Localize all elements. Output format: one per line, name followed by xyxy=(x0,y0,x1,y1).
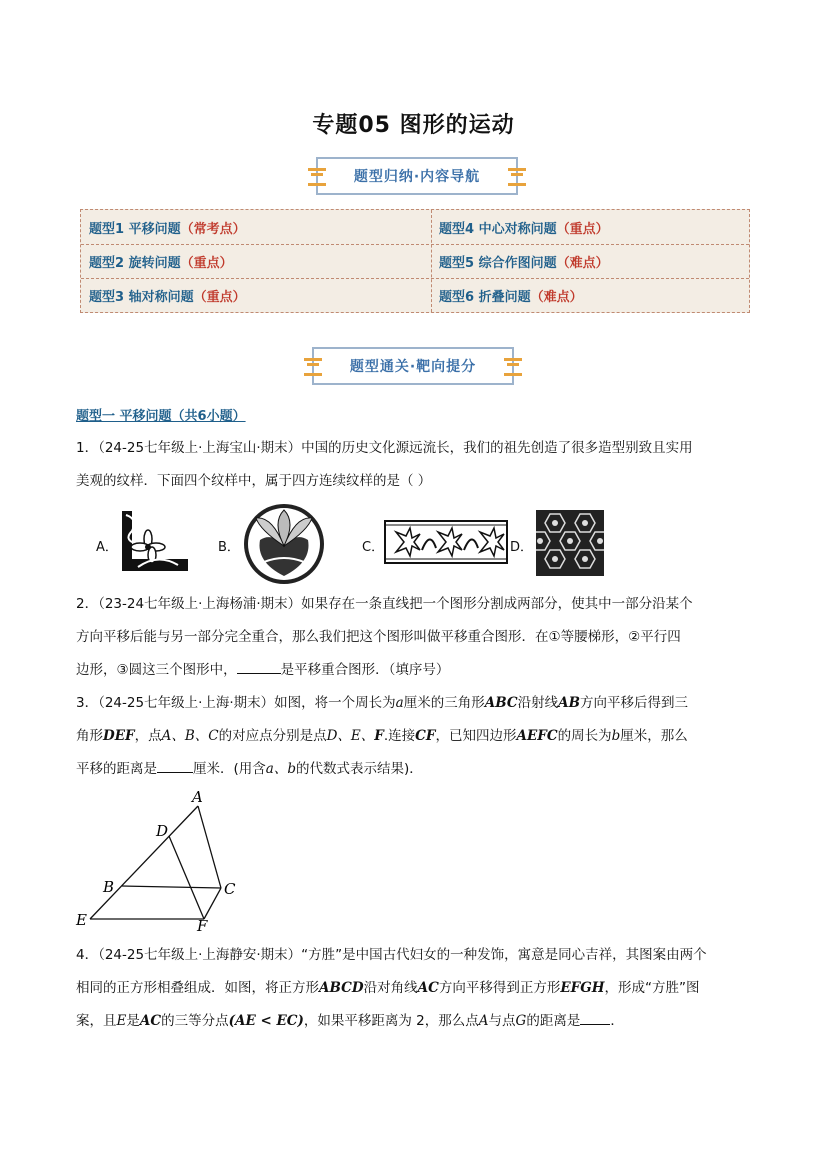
question-3 xyxy=(76,687,756,786)
question-4 xyxy=(76,939,756,1038)
side-BC xyxy=(122,886,221,888)
question-4-line: 4．（24-25七年级上·上海静安·期末）“方胜”是中国古代妇女的一种发饰，寓意是同心吉祥，其图案由两个 xyxy=(76,947,707,963)
point-label-a: A xyxy=(192,788,203,806)
banner-text: 题型归纳·内容导航 xyxy=(353,169,481,185)
option-b-label: B． xyxy=(218,540,240,555)
question-3-line: 平移的距离是 厘米．(用含a、b的代数式表示结果)． xyxy=(76,753,756,786)
banner-right-ornament xyxy=(504,358,522,376)
question-1-line: 美观的纹样．下面四个纹样中，属于四方连续纹样的是（ ） xyxy=(76,473,432,489)
segment-CF xyxy=(204,888,221,919)
banner-right-ornament xyxy=(508,168,526,186)
option-c-label: C． xyxy=(362,540,385,555)
nav-item-type6[interactable]: 题型6 折叠问题 （难点） xyxy=(439,289,583,305)
side-DF xyxy=(169,836,204,919)
question-4-line: 相同的正方形相叠组成．如图，将正方形ABCD沿对角线AC方向平移得到正方形EFGH，形成“方胜”图 xyxy=(76,980,700,996)
banner-text: 题型通关·靶向提分 xyxy=(349,359,477,375)
option-a-label: A． xyxy=(96,540,118,555)
question-4-line: 案，且E是AC的三等分点(AE < EC)，如果平移距离为 2，那么点A与点G的距离是 ． xyxy=(76,1005,756,1038)
nav-item-type5[interactable]: 题型5 综合作图问题 （难点） xyxy=(439,255,609,271)
point-label-f: F xyxy=(197,917,208,933)
nav-item-type3[interactable]: 题型3 轴对称问题 （重点） xyxy=(89,289,246,305)
question-1-line: 1．（24-25七年级上·上海宝山·期末）中国的历史文化源远流长，我们的祖先创造了很多造型别致且实用 xyxy=(76,440,693,456)
question-3-line: 角形DEF，点A、B、C的对应点分别是点D、E、F.连接CF，已知四边形AEFC的周长为b厘米，那么 xyxy=(76,728,688,744)
question-2-line: 方向平移后能与另一部分完全重合，那么我们把这个图形叫做平移重合图形．在①等腰梯形，②平行四 xyxy=(76,629,681,645)
banner-left-ornament xyxy=(304,358,322,376)
nav-item-type1[interactable]: 题型1 平移问题 （常考点） xyxy=(89,221,246,237)
point-label-c: C xyxy=(224,880,236,898)
point-label-d: D xyxy=(156,822,169,840)
banner-content-navigation xyxy=(316,157,518,195)
nav-divider xyxy=(431,210,432,312)
answer-blank[interactable] xyxy=(237,659,281,674)
option-d-label: D． xyxy=(510,540,534,555)
banner-practice xyxy=(312,347,514,385)
answer-blank[interactable] xyxy=(580,1010,610,1025)
question-2-line: 2．（23-24七年级上·上海杨浦·期末）如果存在一条直线把一个图形分割成两部分，使其中一部分沿某个 xyxy=(76,596,693,612)
option-a-corner-pattern-image xyxy=(118,509,194,575)
banner-left-ornament xyxy=(308,168,326,186)
side-EA xyxy=(90,806,198,919)
question-3-triangle-figure xyxy=(70,788,250,933)
question-3-line: 3．（24-25七年级上·上海·期末）如图，将一个周长为a厘米的三角形ABC沿射线AB方向平移后得到三 xyxy=(76,695,688,711)
option-b-round-pattern-image xyxy=(242,502,326,586)
side-AC xyxy=(198,806,221,888)
question-2 xyxy=(76,588,756,687)
nav-item-type4[interactable]: 题型4 中心对称问题 （重点） xyxy=(439,221,609,237)
topic-navigation-table xyxy=(80,209,750,313)
question-1 xyxy=(76,432,756,498)
point-label-e: E xyxy=(76,911,87,929)
nav-item-type2[interactable]: 题型2 旋转问题 （重点） xyxy=(89,255,233,271)
question-2-line: 边形，③圆这三个图形中， 是平移重合图形．（填序号） xyxy=(76,654,756,687)
section-heading[interactable]: 题型一 平移问题（共6小题） xyxy=(76,409,246,424)
point-label-b: B xyxy=(103,878,115,896)
option-d-hexagon-pattern-image xyxy=(536,510,604,576)
answer-blank[interactable] xyxy=(157,758,193,773)
page-title: 专题05 图形的运动 xyxy=(312,113,515,138)
option-c-border-pattern-image xyxy=(384,520,508,564)
